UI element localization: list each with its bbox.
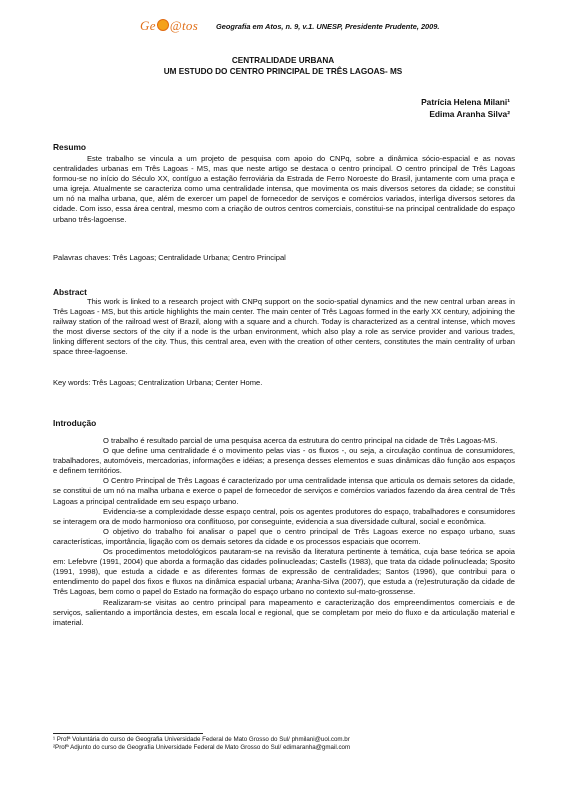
footnote-1: ¹ Profª Voluntária do curso de Geografia Universidade Federal de Mato Grosso do Sul/ phmilani@uol.com.br <box>53 736 350 743</box>
resumo-text-block <box>53 154 515 225</box>
abstract-heading: Abstract <box>53 287 87 297</box>
intro-paragraph-6: Os procedimentos metodológicos pautaram-se na revisão da literatura pertinente à temática, cuja base teórica se apoia em: Lefebvre (1991, 2004) que aborda a formação das cidades polinucleadas; Castells (1983), que trata da cidade polinucleada; Sposito (1991, 1998), que estuda a cidade e as diferentes formas de expressão de centralidades; Santos (1996), que contribui para o entendimento do papel dos fixos e fluxos na dinâmica espacial urbana; Aranha-Silva (2007), que estuda a (re)estruturação da cidade de Três Lagoas, bem como o papel do Estado na formação do espaço urbano no contexto sul-mato-grossense. <box>53 547 515 597</box>
intro-paragraph-2: O que define uma centralidade é o movimento pelas vias - os fluxos -, ou seja, a circulação contínua de consumidores, trabalhadores, automóveis, mercadorias, informações e idéias; a presença desses elementos e suas dinâmicas dão função aos espaços e definem territórios. <box>53 446 515 476</box>
journal-header <box>140 18 470 40</box>
paper-title-line-2: UM ESTUDO DO CENTRO PRINCIPAL DE TRÊS LAGOAS- MS <box>163 67 403 76</box>
journal-citation: Geografia em Atos, n. 9, v.1. UNESP, Presidente Prudente, 2009. <box>216 22 440 31</box>
journal-logo <box>140 18 198 34</box>
intro-paragraph-1: O trabalho é resultado parcial de uma pesquisa acerca da estrutura do centro principal na cidade de Três Lagoas-MS. <box>103 436 498 445</box>
intro-paragraph-3: O Centro Principal de Três Lagoas é caracterizado por uma centralidade intensa que articula os demais setores da cidade, se constitui de um nó na malha urbana e exerce o papel de fornecedor de serviços e comércios variados fazendo da área central de Três Lagoas a principal centralidade em seu espaço urbano. <box>53 476 515 506</box>
sun-icon <box>157 19 169 31</box>
intro-paragraph-5: O objetivo do trabalho foi analisar o papel que o centro principal de Três Lagoas exerce no espaço urbano, suas características, importância, ligação com os demais setores da cidade e os processos espaciais que ocorrem. <box>53 526 515 546</box>
logo-text-right: @tos <box>169 18 199 33</box>
resumo-paragraph: Este trabalho se vincula a um projeto de pesquisa com apoio do CNPq, sobre a dinâmica sócio-espacial e as novas centralidades urbanas em Três Lagoas - MS, mas que neste artigo se destaca o centro principal. O centro principal de Três Lagoas formou-se no início do Século XX, contíguo a estação ferroviária da Estrada de Ferro Noroeste do Brasil, juntamente com uma praça e uma igreja. Atualmente se caracteriza como uma centralidade intensa, que movimenta os mais diversos setores da cidade; se constitui um nó na malha urbana, que, além de exercer um papel de fornecedor de serviços e comércios variados, interliga diversos setores da cidade. Com isso, essa área central, mesmo com a criação de outros centros comerciais, constitui-se na principal centralidade do espaço urbano três-lagoense. <box>53 154 515 224</box>
logo-text-left: Ge <box>140 18 156 33</box>
abstract-text-block <box>53 297 515 358</box>
resumo-heading: Resumo <box>53 142 87 152</box>
abstract-paragraph: This work is linked to a research project with CNPq support on the socio-spatial dynamics and the new central urban areas in Três Lagoas - MS, but this article highlights the main center. The main center of Três Lagoas formed in the early XX century, adjoining the railway station of the railroad west of Brazil, along with a square and a church. Today is characterized as a central intense, which moves the most diverse sectors of the city if a node is the urban environment, which also play a role as service provider and various trades, linking different sectors of the city. Thus, this central area, even with the creation of other centers, constitutes the main centrality of urban space three-lagoense. <box>53 297 515 357</box>
introducao-text-block <box>53 436 515 628</box>
introducao-heading: Introdução <box>53 418 97 428</box>
resumo-keywords: Palavras chaves: Três Lagoas; Centralidade Urbana; Centro Principal <box>53 253 286 262</box>
paper-title-line-1: CENTRALIDADE URBANA <box>231 56 335 65</box>
author-2: Edima Aranha Silva² <box>429 109 510 119</box>
author-1: Patrícia Helena Milani¹ <box>421 97 510 107</box>
footnotes <box>53 736 350 753</box>
intro-paragraph-4: Evidencia-se a complexidade desse espaço central, pois os agentes produtores do espaço, trabalhadores e consumidores se interagem ora de modo harmonioso ora conflituoso, por conseguinte, evidencia a sua diversidade cultural, social e econômica. <box>53 506 515 526</box>
abstract-keywords: Key words: Três Lagoas; Centralization Urbana; Center Home. <box>53 378 263 387</box>
author-list <box>421 96 510 120</box>
intro-paragraph-7: Realizaram-se visitas ao centro principal para mapeamento e caracterização dos empreendimentos comerciais e de serviços, salientando a importância destes, em escala local e regional, que se completam por meio do fluxo e da articulação material e imaterial. <box>53 597 515 627</box>
footnote-2: ²Profª Adjunto do curso de Geografia Universidade Federal de Mato Grosso do Sul/ edimaranha@gmail.com <box>53 744 351 752</box>
footnote-divider <box>53 733 203 734</box>
